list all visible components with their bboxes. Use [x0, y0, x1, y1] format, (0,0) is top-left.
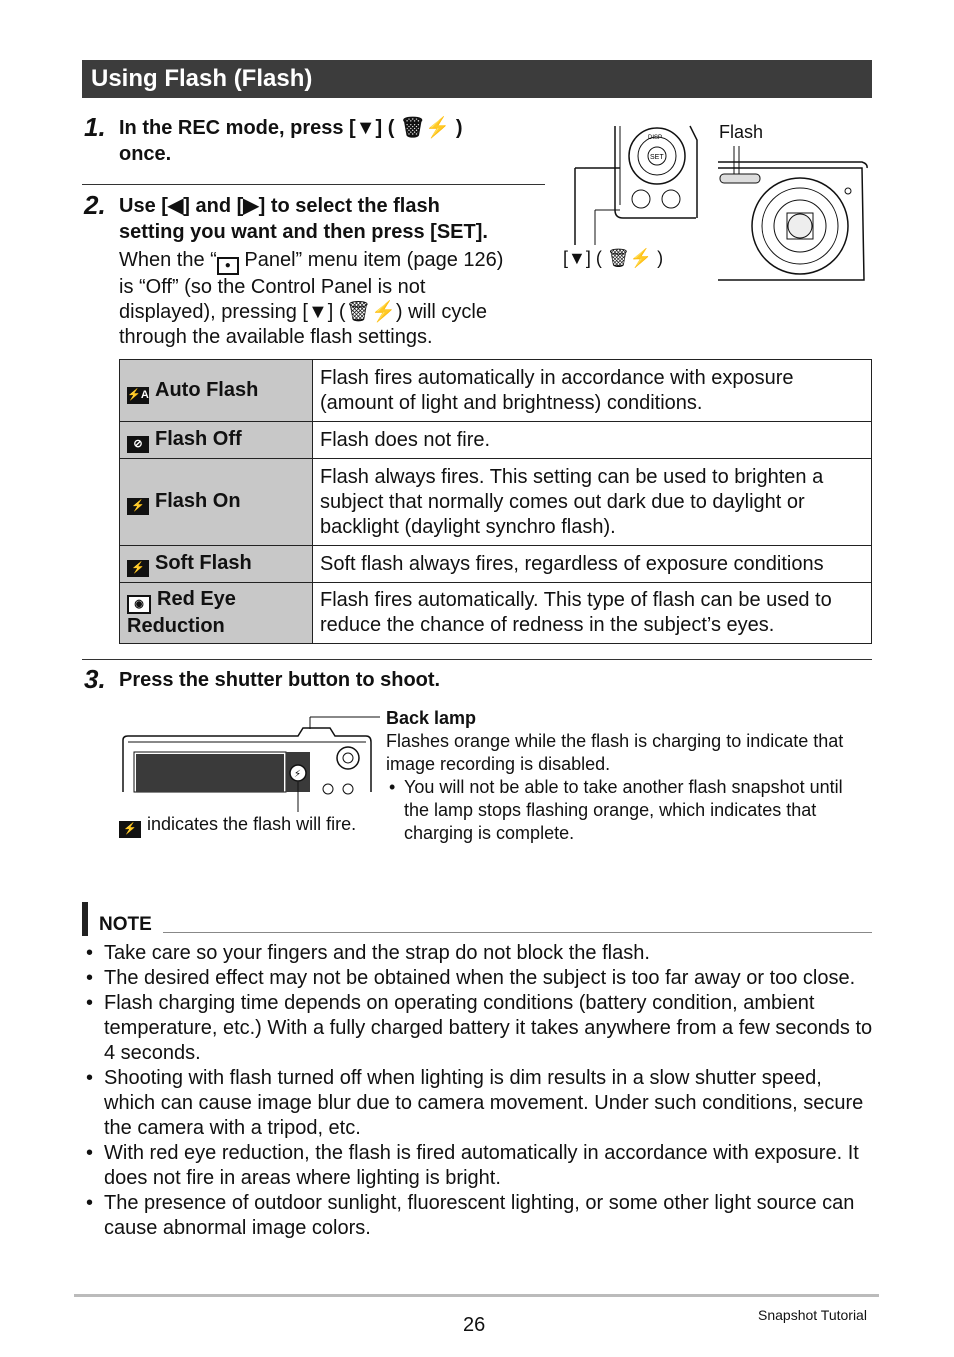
flash-mode-table [119, 359, 872, 644]
trash-flash-icon: 🗑⚡ [399, 117, 451, 139]
mode-name: Auto Flash [155, 378, 259, 401]
table-row [120, 422, 872, 459]
red-eye-icon: ◉ [127, 595, 151, 614]
step-3-text: Press the shutter button to shoot. [119, 669, 441, 691]
note-rule [163, 932, 872, 933]
svg-text:DISP: DISP [648, 135, 663, 141]
step-2-body-1: When the “ [119, 249, 217, 271]
step-2-body-5: ) will cycle [395, 301, 487, 323]
footer-rule [74, 1294, 879, 1297]
divider [82, 184, 545, 185]
flash-indicator-note [119, 813, 356, 838]
camera-front-illustration [712, 140, 872, 288]
mode-name: Flash Off [155, 428, 242, 450]
step-2-body-3: is “Off” (so the Control Panel is not [119, 276, 426, 298]
mode-name-cell [120, 360, 313, 422]
soft-flash-icon: ⚡ [127, 560, 149, 577]
mode-name-cell [120, 583, 313, 644]
down-key-text: [▼] ( [563, 248, 602, 268]
section-title-bar [82, 60, 872, 98]
mode-name-cell [120, 546, 313, 583]
step-2-body-6: through the available flash settings. [119, 326, 433, 348]
step-1-text-b: ) [455, 117, 463, 139]
step-2-line-2: setting you want and then press [SET]. [119, 221, 488, 243]
list-item: • The desired effect may not be obtained when the subject is too far away or too close. [84, 966, 874, 991]
mode-desc-cell: Flash does not fire. [313, 422, 872, 459]
camera-top-illustration [118, 712, 383, 812]
mode-name: Flash On [155, 490, 241, 512]
svg-text:SET: SET [650, 154, 664, 161]
mode-desc-cell: Flash fires automatically. This type of flash can be used to reduce the chance of redness in the subject’s eyes. [313, 583, 872, 644]
back-lamp-desc: Flashes orange while the flash is charging to indicate that image recording is disabled. [386, 731, 844, 774]
list-item: • With red eye reduction, the flash is fired automatically in accordance with exposure. It does not fire in areas where lighting is bright. [84, 1141, 874, 1191]
down-key-label [563, 247, 663, 270]
auto-flash-icon: ⚡A [127, 387, 149, 404]
mode-desc-cell: Soft flash always fires, regardless of exposure conditions [313, 546, 872, 583]
list-item: • Flash charging time depends on operating conditions (battery condition, ambient temperature, etc.) With a fully charged battery it takes anywhere from a few seconds to 4 seconds. [84, 991, 874, 1066]
note-label: NOTE [99, 914, 152, 935]
step-2-body-4: displayed), pressing [▼] ( [119, 301, 346, 323]
mode-desc-cell: Flash always fires. This setting can be used to brighten a subject that normally comes out dark due to daylight or backlight (daylight synchro flash). [313, 459, 872, 546]
list-item: • The presence of outdoor sunlight, fluorescent lighting, or some other light source can cause abnormal image colors. [84, 1191, 874, 1241]
step-1-text-c: once. [119, 143, 172, 165]
table-row [120, 583, 872, 644]
flash-indicator-text: indicates the flash will fire. [147, 814, 357, 834]
step-2-body [119, 248, 549, 350]
back-lamp-bullet-text: You will not be able to take another flash snapshot until the lamp stops flashing orange, which indicates that charging is complete. [404, 777, 843, 843]
mode-name-cell [120, 422, 313, 459]
flash-on-icon: ⚡ [127, 498, 149, 515]
page-number: 26 [463, 1314, 486, 1336]
note-marker [82, 902, 88, 936]
table-row [120, 360, 872, 422]
flash-off-icon: ⊘ [127, 436, 149, 453]
down-key-text-end: ) [657, 248, 664, 268]
mode-name: Soft Flash [155, 552, 252, 574]
camera-panel-icon: ● [217, 257, 239, 275]
trash-flash-icon: 🗑⚡ [345, 301, 396, 323]
back-lamp-bullet: • You will not be able to take another flash snapshot until the lamp stops flashing orange, which indicates that charging is complete. [389, 777, 843, 843]
table-row [120, 459, 872, 546]
step-number-1: 1. [84, 112, 106, 142]
step-2-body-2: Panel” menu item (page 126) [238, 249, 504, 271]
back-lamp-title: Back lamp [386, 708, 477, 728]
section-name: Snapshot Tutorial [758, 1307, 867, 1323]
step-1-text [119, 115, 539, 167]
table-row [120, 546, 872, 583]
svg-text:⚡: ⚡ [294, 769, 302, 780]
mode-desc-cell: Flash fires automatically in accordance with exposure (amount of light and brightness) conditions. [313, 360, 872, 422]
list-item: • Take care so your fingers and the strap do not block the flash. [84, 941, 874, 966]
step-1-text-a: In the REC mode, press [▼] ( [119, 117, 395, 139]
mode-name-cell [120, 459, 313, 546]
mode-name: Red Eye Reduction [127, 588, 236, 637]
page-title: Using Flash (Flash) [91, 65, 313, 92]
back-lamp-callout [386, 707, 866, 845]
step-2-line-1: Use [◀] and [▶] to select the flash [119, 195, 440, 217]
step-2-heading [119, 193, 559, 245]
divider [82, 659, 872, 660]
flash-on-icon: ⚡ [119, 821, 141, 838]
trash-flash-icon: 🗑⚡ [606, 248, 653, 268]
step-number-3: 3. [84, 664, 106, 694]
flash-label: Flash [719, 122, 764, 142]
step-number-2: 2. [84, 190, 106, 220]
list-item: • Shooting with flash turned off when lighting is dim results in a slow shutter speed, which can cause image blur due to camera movement. Under such conditions, secure the camera with a tripod, etc. [84, 1066, 874, 1141]
note-list [84, 941, 874, 1241]
